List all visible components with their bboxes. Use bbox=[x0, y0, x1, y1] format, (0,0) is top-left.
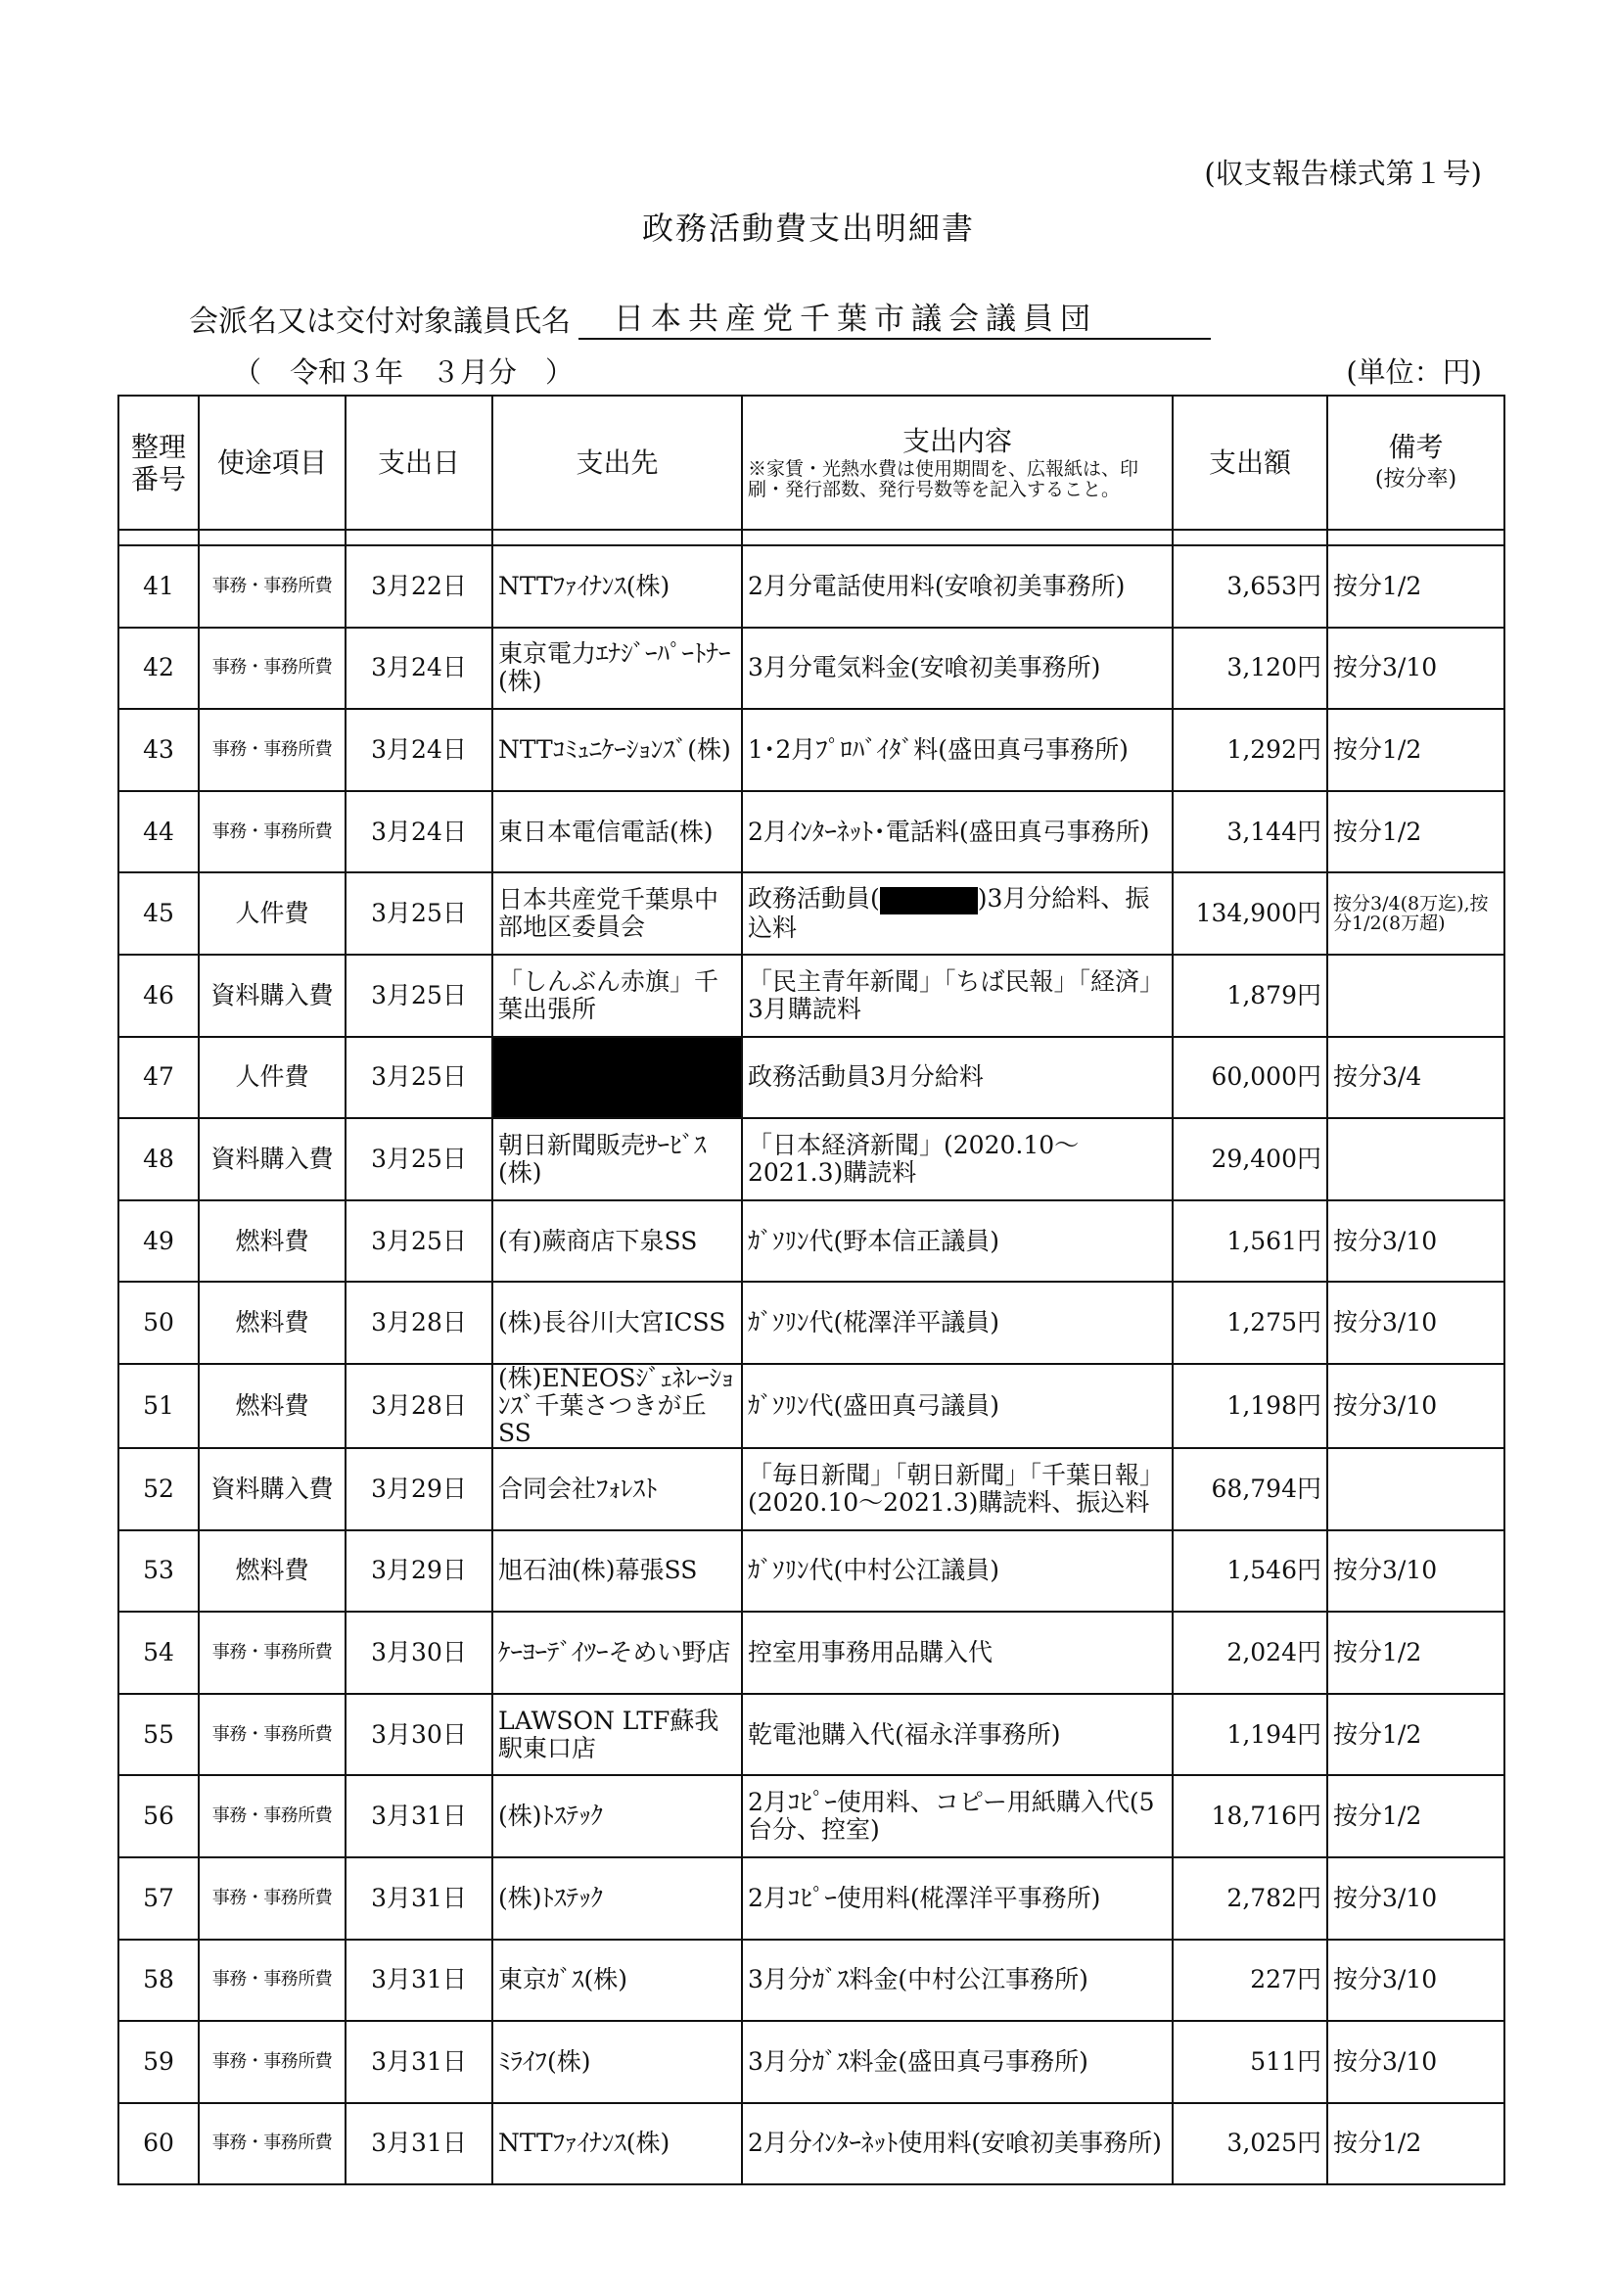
row-description: 「民主青年新聞」「ちば民報」「経済」3月購読料 bbox=[742, 955, 1173, 1037]
row-date: 3月31日 bbox=[346, 2103, 492, 2185]
row-description bbox=[742, 872, 1173, 955]
row-description: ｶﾞｿﾘﾝ代(中村公江議員) bbox=[742, 1530, 1173, 1613]
header-content-note: ※家賃・光熱水費は使用期間を、広報紙は、印刷・発行部数、発行号数等を記入すること。 bbox=[748, 458, 1139, 500]
row-description: 政務活動員3月分給料 bbox=[742, 1037, 1173, 1119]
table-row bbox=[118, 1857, 1504, 1940]
row-payee: 日本共産党千葉県中部地区委員会 bbox=[492, 872, 742, 955]
row-description: ｶﾞｿﾘﾝ代(野本信正議員) bbox=[742, 1200, 1173, 1283]
row-number: 42 bbox=[118, 628, 199, 710]
row-category: 事務・事務所費 bbox=[199, 1940, 346, 2022]
row-payee: 東京電力ｴﾅｼﾞｰﾊﾟｰﾄﾅｰ(株) bbox=[492, 628, 742, 710]
table-row bbox=[118, 1940, 1504, 2022]
header-content bbox=[742, 396, 1173, 530]
row-category: 事務・事務所費 bbox=[199, 1612, 346, 1694]
table-row bbox=[118, 1364, 1504, 1448]
header-date: 支出日 bbox=[346, 396, 492, 530]
row-payee: 「しんぶん赤旗」千葉出張所 bbox=[492, 955, 742, 1037]
header-no: 整理番号 bbox=[118, 396, 199, 530]
row-description-post: )3月分給料、振込料 bbox=[748, 884, 1150, 942]
row-category: 事務・事務所費 bbox=[199, 545, 346, 628]
row-amount: 29,400円 bbox=[1173, 1118, 1327, 1200]
row-date: 3月31日 bbox=[346, 2021, 492, 2103]
row-remarks: 按分3/10 bbox=[1327, 1530, 1504, 1613]
row-description: 2月ｺﾋﾟｰ使用料(椛澤洋平事務所) bbox=[742, 1857, 1173, 1940]
row-amount: 1,194円 bbox=[1173, 1694, 1327, 1776]
row-description: 3月分電気料金(安喰初美事務所) bbox=[742, 628, 1173, 710]
row-remarks: 按分1/2 bbox=[1327, 709, 1504, 791]
row-remarks: 按分1/2 bbox=[1327, 2103, 1504, 2185]
table-row bbox=[118, 872, 1504, 955]
row-remarks: 按分3/10 bbox=[1327, 1857, 1504, 1940]
header-category: 使途項目 bbox=[199, 396, 346, 530]
row-category: 事務・事務所費 bbox=[199, 2103, 346, 2185]
row-remarks: 按分1/2 bbox=[1327, 1694, 1504, 1776]
row-remarks bbox=[1327, 955, 1504, 1037]
row-payee: (有)蕨商店下泉SS bbox=[492, 1200, 742, 1283]
row-date: 3月28日 bbox=[346, 1282, 492, 1364]
row-date: 3月28日 bbox=[346, 1364, 492, 1448]
row-remarks: 按分3/10 bbox=[1327, 1282, 1504, 1364]
row-date: 3月31日 bbox=[346, 1775, 492, 1857]
row-amount: 2,782円 bbox=[1173, 1857, 1327, 1940]
header-payee: 支出先 bbox=[492, 396, 742, 530]
row-date: 3月24日 bbox=[346, 791, 492, 873]
row-category: 事務・事務所費 bbox=[199, 2021, 346, 2103]
row-category: 事務・事務所費 bbox=[199, 791, 346, 873]
row-amount: 60,000円 bbox=[1173, 1037, 1327, 1119]
row-remarks: 按分3/10 bbox=[1327, 2021, 1504, 2103]
row-remarks: 按分3/10 bbox=[1327, 1200, 1504, 1283]
row-description-pre: 政務活動員( bbox=[748, 884, 880, 914]
row-number: 57 bbox=[118, 1857, 199, 1940]
row-date: 3月24日 bbox=[346, 628, 492, 710]
row-payee: (株)ﾄｽﾃｯｸ bbox=[492, 1857, 742, 1940]
table-row bbox=[118, 1612, 1504, 1694]
row-category: 事務・事務所費 bbox=[199, 628, 346, 710]
row-category: 資料購入費 bbox=[199, 1448, 346, 1530]
row-amount: 3,653円 bbox=[1173, 545, 1327, 628]
row-amount: 1,198円 bbox=[1173, 1364, 1327, 1448]
row-payee: NTTﾌｧｲﾅﾝｽ(株) bbox=[492, 2103, 742, 2185]
row-date: 3月25日 bbox=[346, 1118, 492, 1200]
row-description: 「日本経済新聞」(2020.10～2021.3)購読料 bbox=[742, 1118, 1173, 1200]
table-row bbox=[118, 1530, 1504, 1613]
table-row bbox=[118, 2021, 1504, 2103]
table-row bbox=[118, 628, 1504, 710]
row-date: 3月25日 bbox=[346, 1200, 492, 1283]
row-number: 47 bbox=[118, 1037, 199, 1119]
header-remarks-title: 備考 bbox=[1388, 430, 1444, 463]
row-number: 59 bbox=[118, 2021, 199, 2103]
row-date: 3月31日 bbox=[346, 1940, 492, 2022]
row-amount: 68,794円 bbox=[1173, 1448, 1327, 1530]
form-number: (収支報告様式第１号) bbox=[1204, 157, 1482, 190]
header-content-title: 支出内容 bbox=[901, 425, 1012, 457]
row-number: 54 bbox=[118, 1612, 199, 1694]
row-payee: 東日本電信電話(株) bbox=[492, 791, 742, 873]
row-date: 3月25日 bbox=[346, 1037, 492, 1119]
row-number: 58 bbox=[118, 1940, 199, 2022]
row-category: 燃料費 bbox=[199, 1530, 346, 1613]
currency-unit: (単位：円) bbox=[1346, 355, 1482, 389]
document-title: 政務活動費支出明細書 bbox=[641, 210, 975, 247]
table-row bbox=[118, 2103, 1504, 2185]
table-row bbox=[118, 791, 1504, 873]
row-amount: 18,716円 bbox=[1173, 1775, 1327, 1857]
row-remarks: 按分1/2 bbox=[1327, 1612, 1504, 1694]
table-row bbox=[118, 709, 1504, 791]
row-amount: 134,900円 bbox=[1173, 872, 1327, 955]
row-description: ｶﾞｿﾘﾝ代(椛澤洋平議員) bbox=[742, 1282, 1173, 1364]
row-category: 燃料費 bbox=[199, 1200, 346, 1283]
row-number: 53 bbox=[118, 1530, 199, 1613]
row-payee: (株)長谷川大宮ICSS bbox=[492, 1282, 742, 1364]
table-row bbox=[118, 1037, 1504, 1119]
redaction-block bbox=[880, 887, 978, 914]
table-row bbox=[118, 1775, 1504, 1857]
row-description: 2月分ｲﾝﾀｰﾈｯﾄ使用料(安喰初美事務所) bbox=[742, 2103, 1173, 2185]
row-category: 燃料費 bbox=[199, 1282, 346, 1364]
row-date: 3月31日 bbox=[346, 1857, 492, 1940]
row-description: 3月分ｶﾞｽ料金(盛田真弓事務所) bbox=[742, 2021, 1173, 2103]
row-description: 「毎日新聞」「朝日新聞」「千葉日報」(2020.10～2021.3)購読料、振込料 bbox=[742, 1448, 1173, 1530]
spacer-row bbox=[118, 530, 1504, 545]
table-row bbox=[118, 955, 1504, 1037]
row-payee: LAWSON LTF蘇我駅東口店 bbox=[492, 1694, 742, 1776]
row-payee: ｹｰﾖｰﾃﾞｲﾂｰそめい野店 bbox=[492, 1612, 742, 1694]
table-row bbox=[118, 545, 1504, 628]
row-payee: NTTﾌｧｲﾅﾝｽ(株) bbox=[492, 545, 742, 628]
row-amount: 3,120円 bbox=[1173, 628, 1327, 710]
row-category: 燃料費 bbox=[199, 1364, 346, 1448]
row-payee: NTTｺﾐｭﾆｹｰｼｮﾝｽﾞ(株) bbox=[492, 709, 742, 791]
row-number: 44 bbox=[118, 791, 199, 873]
redacted-payee bbox=[492, 1037, 742, 1119]
row-description: 乾電池購入代(福永洋事務所) bbox=[742, 1694, 1173, 1776]
group-name: 日本共産党千葉市議会議員団 bbox=[578, 294, 1211, 340]
row-number: 41 bbox=[118, 545, 199, 628]
row-number: 51 bbox=[118, 1364, 199, 1448]
header-amount: 支出額 bbox=[1173, 396, 1327, 530]
row-date: 3月30日 bbox=[346, 1694, 492, 1776]
row-amount: 1,561円 bbox=[1173, 1200, 1327, 1283]
row-remarks: 按分3/4 bbox=[1327, 1037, 1504, 1119]
row-amount: 1,879円 bbox=[1173, 955, 1327, 1037]
row-remarks: 按分1/2 bbox=[1327, 545, 1504, 628]
row-amount: 1,275円 bbox=[1173, 1282, 1327, 1364]
row-amount: 3,144円 bbox=[1173, 791, 1327, 873]
row-number: 48 bbox=[118, 1118, 199, 1200]
row-amount: 1,292円 bbox=[1173, 709, 1327, 791]
row-category: 事務・事務所費 bbox=[199, 1694, 346, 1776]
expense-table bbox=[117, 395, 1505, 2185]
row-remarks: 按分3/4(8万迄),按分1/2(8万超) bbox=[1327, 872, 1504, 955]
header-remarks-sub: (按分率) bbox=[1374, 466, 1457, 492]
row-date: 3月29日 bbox=[346, 1530, 492, 1613]
row-remarks bbox=[1327, 1118, 1504, 1200]
row-number: 50 bbox=[118, 1282, 199, 1364]
row-date: 3月29日 bbox=[346, 1448, 492, 1530]
row-category: 人件費 bbox=[199, 1037, 346, 1119]
row-number: 45 bbox=[118, 872, 199, 955]
row-number: 49 bbox=[118, 1200, 199, 1283]
row-remarks: 按分3/10 bbox=[1327, 628, 1504, 710]
row-date: 3月30日 bbox=[346, 1612, 492, 1694]
row-payee: 東京ｶﾞｽ(株) bbox=[492, 1940, 742, 2022]
row-payee: 朝日新聞販売ｻｰﾋﾞｽ(株) bbox=[492, 1118, 742, 1200]
row-category: 事務・事務所費 bbox=[199, 1857, 346, 1940]
row-remarks: 按分3/10 bbox=[1327, 1940, 1504, 2022]
row-description: ｶﾞｿﾘﾝ代(盛田真弓議員) bbox=[742, 1364, 1173, 1448]
row-payee: (株)ENEOSｼﾞｪﾈﾚｰｼｮﾝｽﾞ千葉さつきが丘SS bbox=[492, 1364, 742, 1448]
group-row bbox=[189, 294, 1211, 340]
row-remarks bbox=[1327, 1448, 1504, 1530]
row-payee: ﾐﾗｲﾌ(株) bbox=[492, 2021, 742, 2103]
row-date: 3月25日 bbox=[346, 955, 492, 1037]
row-description: 3月分ｶﾞｽ料金(中村公江事務所) bbox=[742, 1940, 1173, 2022]
row-amount: 227円 bbox=[1173, 1940, 1327, 2022]
header-remarks bbox=[1327, 396, 1504, 530]
table-header-row bbox=[118, 396, 1504, 530]
row-description: 1･2月ﾌﾟﾛﾊﾞｲﾀﾞ料(盛田真弓事務所) bbox=[742, 709, 1173, 791]
row-category: 資料購入費 bbox=[199, 1118, 346, 1200]
row-date: 3月24日 bbox=[346, 709, 492, 791]
row-number: 46 bbox=[118, 955, 199, 1037]
row-description: 2月ｺﾋﾟｰ使用料、コピー用紙購入代(5台分、控室) bbox=[742, 1775, 1173, 1857]
row-category: 人件費 bbox=[199, 872, 346, 955]
row-number: 52 bbox=[118, 1448, 199, 1530]
row-number: 60 bbox=[118, 2103, 199, 2185]
table-row bbox=[118, 1282, 1504, 1364]
row-description: 控室用事務用品購入代 bbox=[742, 1612, 1173, 1694]
row-category: 事務・事務所費 bbox=[199, 709, 346, 791]
table-row bbox=[118, 1200, 1504, 1283]
row-amount: 1,546円 bbox=[1173, 1530, 1327, 1613]
table-row bbox=[118, 1118, 1504, 1200]
row-date: 3月25日 bbox=[346, 872, 492, 955]
table-row bbox=[118, 1694, 1504, 1776]
row-description: 2月ｲﾝﾀｰﾈｯﾄ･電話料(盛田真弓事務所) bbox=[742, 791, 1173, 873]
row-number: 55 bbox=[118, 1694, 199, 1776]
table-row bbox=[118, 1448, 1504, 1530]
row-date: 3月22日 bbox=[346, 545, 492, 628]
row-amount: 511円 bbox=[1173, 2021, 1327, 2103]
report-period: （ 令和３年 ３月分 ） bbox=[233, 355, 575, 389]
row-number: 56 bbox=[118, 1775, 199, 1857]
row-payee: (株)ﾄｽﾃｯｸ bbox=[492, 1775, 742, 1857]
group-label: 会派名又は交付対象議員氏名 bbox=[189, 305, 571, 339]
row-payee: 合同会社ﾌｫﾚｽﾄ bbox=[492, 1448, 742, 1530]
row-remarks: 按分1/2 bbox=[1327, 791, 1504, 873]
row-category: 資料購入費 bbox=[199, 955, 346, 1037]
row-number: 43 bbox=[118, 709, 199, 791]
row-category: 事務・事務所費 bbox=[199, 1775, 346, 1857]
row-remarks: 按分1/2 bbox=[1327, 1775, 1504, 1857]
row-description: 2月分電話使用料(安喰初美事務所) bbox=[742, 545, 1173, 628]
row-payee: 旭石油(株)幕張SS bbox=[492, 1530, 742, 1613]
row-remarks: 按分3/10 bbox=[1327, 1364, 1504, 1448]
row-amount: 2,024円 bbox=[1173, 1612, 1327, 1694]
row-amount: 3,025円 bbox=[1173, 2103, 1327, 2185]
